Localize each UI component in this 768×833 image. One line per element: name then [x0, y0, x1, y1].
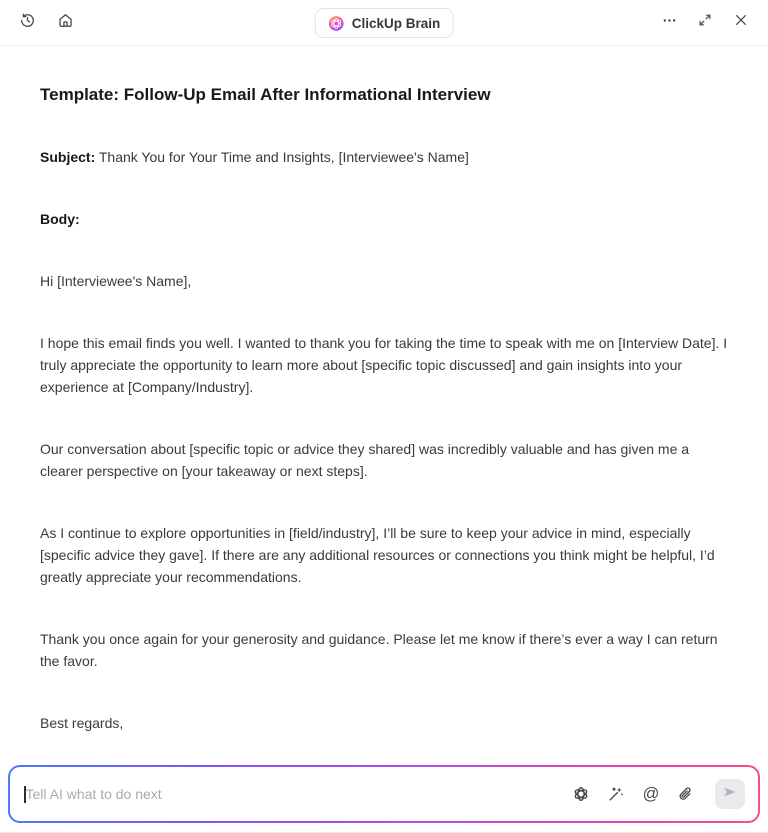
more-options-button[interactable] [654, 8, 684, 38]
paragraph-signoff: Best regards, [40, 715, 124, 731]
composer-actions [572, 779, 745, 809]
toolbar-left-group [12, 8, 80, 38]
toolbar-right-group [654, 8, 756, 38]
expand-button[interactable] [690, 8, 720, 38]
ellipsis-icon [661, 12, 678, 34]
clickup-brain-badge-label: ClickUp Brain [351, 15, 441, 31]
subject-text: Thank You for Your Time and Insights, [Interviewee's Name] [98, 149, 469, 165]
close-button[interactable] [726, 8, 756, 38]
mention-icon[interactable]: @ [642, 784, 660, 803]
paragraph-thanks: I hope this email finds you well. I wanted to thank you for taking the time to speak with me on [Interview Date]. I truly appreciate the opportunity to learn more about [specific topic discussed] and gain insights into your experience at [Company/Industry]. [40, 335, 728, 395]
home-button[interactable] [50, 8, 80, 38]
paragraph-conversation: Our conversation about [specific topic or advice they shared] was incredibly valuable and has given me a clearer perspective on [your takeaway or next steps]. [40, 441, 690, 479]
expand-icon [697, 12, 713, 33]
ai-prompt-composer [8, 765, 760, 823]
history-button[interactable] [12, 8, 42, 38]
paragraph-greeting: Hi [Interviewee's Name], [40, 273, 192, 289]
ai-prompt-input[interactable] [26, 786, 573, 802]
ai-prompt-composer-inner [10, 767, 758, 821]
send-button[interactable] [715, 779, 745, 809]
ai-brain-knot-icon[interactable] [572, 785, 590, 803]
subject-line [40, 146, 731, 168]
paragraph-advice: As I continue to explore opportunities in [field/industry], I’ll be sure to keep your advice in mind, especially [specific advice they gave]. If there are any additional resources or connections you think might be helpful, I’d greatly appreciate your recommendations. [40, 525, 715, 585]
ai-response-document [0, 46, 768, 734]
home-icon [57, 12, 74, 34]
attachment-icon[interactable] [677, 785, 695, 803]
top-toolbar [0, 0, 768, 46]
send-plane-icon [722, 784, 738, 805]
body-label: Body: [40, 211, 80, 227]
clickup-brain-badge[interactable] [315, 8, 454, 38]
paragraph-gratitude: Thank you once again for your generosity and guidance. Please let me know if there’s ever a way I can return the favor. [40, 631, 718, 669]
subject-label: Subject: [40, 149, 96, 165]
magic-wand-icon[interactable] [607, 785, 625, 803]
document-title: Template: Follow-Up Email After Informational Interview [40, 85, 491, 104]
close-icon [733, 12, 749, 33]
history-icon [19, 12, 36, 34]
clickup-brain-logo-icon [328, 15, 345, 32]
